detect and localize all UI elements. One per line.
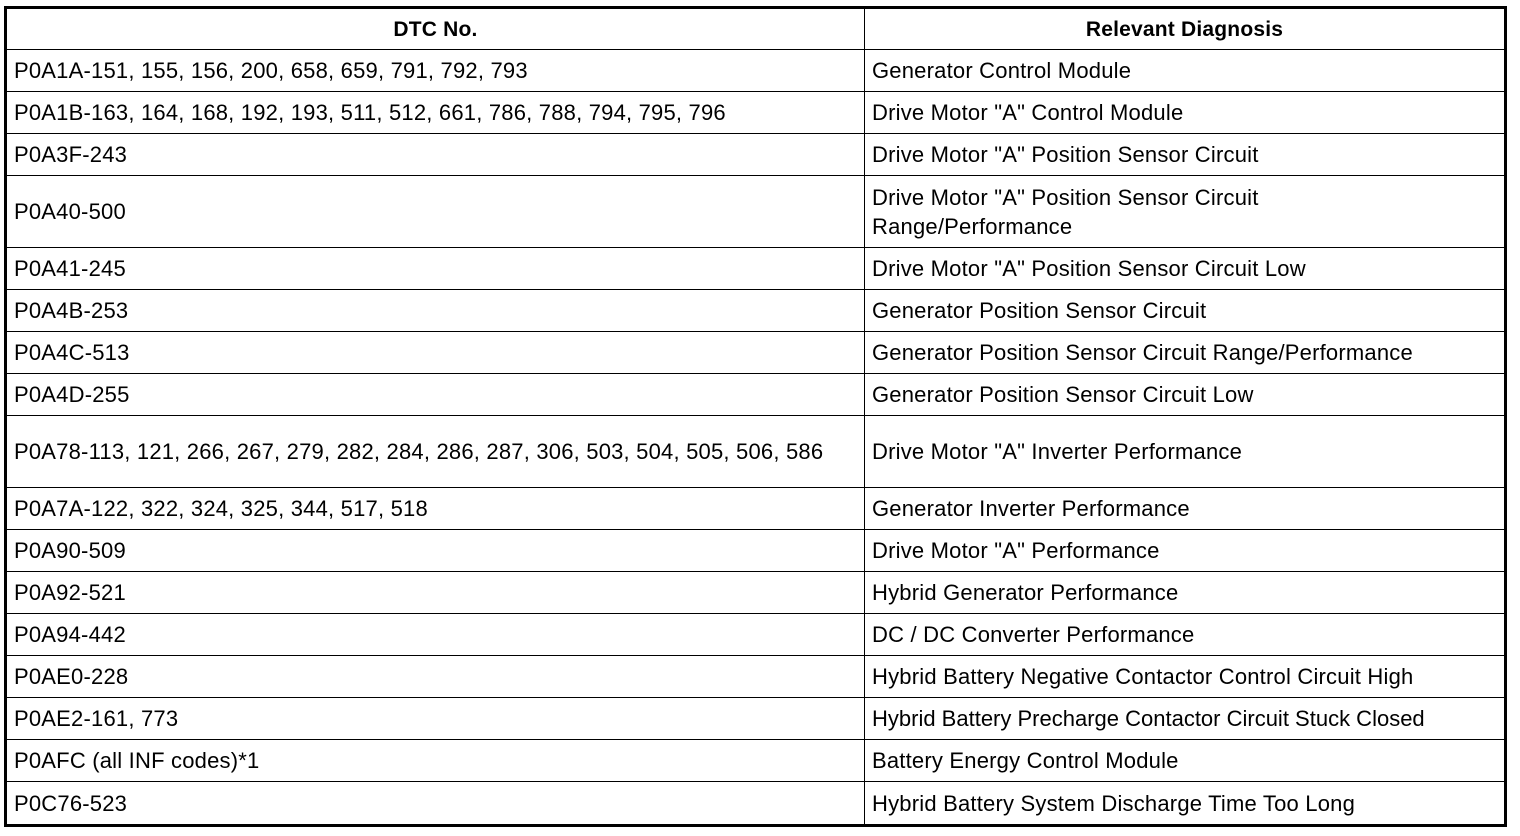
diagnosis-cell: Hybrid Battery Negative Contactor Control Circuit High	[872, 664, 1414, 689]
table-row	[7, 740, 1504, 782]
table-row	[7, 248, 1504, 290]
table-row	[7, 50, 1504, 92]
dtc-cell: P0AFC (all INF codes)*1	[7, 740, 865, 781]
diagnosis-cell: Generator Position Sensor Circuit Low	[872, 382, 1254, 407]
dtc-table	[4, 6, 1507, 827]
table-row	[7, 176, 1504, 248]
dtc-cell: P0A1A-151, 155, 156, 200, 658, 659, 791, 792, 793	[7, 50, 865, 91]
table-row	[7, 488, 1504, 530]
dtc-cell: P0C76-523	[7, 782, 865, 824]
dtc-cell: P0AE2-161, 773	[7, 698, 865, 739]
header-relevant-diagnosis: Relevant Diagnosis	[1085, 17, 1284, 41]
table-row	[7, 416, 1504, 488]
diagnosis-cell: Generator Control Module	[872, 58, 1132, 83]
diagnosis-cell: Drive Motor "A" Inverter Performance	[872, 439, 1243, 464]
diagnosis-cell: Hybrid Generator Performance	[872, 580, 1179, 605]
diagnosis-cell: Generator Position Sensor Circuit	[872, 298, 1207, 323]
dtc-cell: P0A94-442	[7, 614, 865, 655]
table-row	[7, 530, 1504, 572]
dtc-cell: P0A40-500	[7, 176, 865, 247]
table-row	[7, 698, 1504, 740]
diagnosis-cell: Hybrid Battery System Discharge Time Too Long	[872, 790, 1356, 816]
dtc-cell: P0AE0-228	[7, 656, 865, 697]
table-row	[7, 782, 1504, 824]
dtc-cell: P0A92-521	[7, 572, 865, 613]
table-row	[7, 656, 1504, 698]
dtc-cell: P0A3F-243	[7, 134, 865, 175]
dtc-cell: P0A90-509	[7, 530, 865, 571]
dtc-cell: P0A1B-163, 164, 168, 192, 193, 511, 512, 661, 786, 788, 794, 795, 796	[7, 92, 865, 133]
diagnosis-cell: Hybrid Battery Precharge Contactor Circuit Stuck Closed	[872, 706, 1425, 731]
table-header-row	[7, 9, 1504, 50]
diagnosis-cell: Drive Motor "A" Position Sensor Circuit Range/Performance	[872, 184, 1259, 239]
dtc-cell: P0A4C-513	[7, 332, 865, 373]
diagnosis-cell: Drive Motor "A" Position Sensor Circuit	[872, 142, 1259, 167]
diagnosis-cell: Drive Motor "A" Position Sensor Circuit Low	[872, 256, 1306, 281]
dtc-cell: P0A41-245	[7, 248, 865, 289]
dtc-cell: P0A7A-122, 322, 324, 325, 344, 517, 518	[7, 488, 865, 529]
table-row	[7, 290, 1504, 332]
diagnosis-cell: Drive Motor "A" Control Module	[872, 100, 1184, 125]
diagnosis-cell: Drive Motor "A" Performance	[872, 538, 1160, 563]
table-row	[7, 92, 1504, 134]
table-row	[7, 374, 1504, 416]
diagnosis-cell: Generator Inverter Performance	[872, 496, 1190, 521]
diagnosis-cell: Generator Position Sensor Circuit Range/Performance	[872, 340, 1413, 365]
header-dtc-no: DTC No.	[7, 9, 865, 49]
dtc-cell: P0A4D-255	[7, 374, 865, 415]
diagnosis-cell: Battery Energy Control Module	[872, 748, 1179, 773]
dtc-cell: P0A4B-253	[7, 290, 865, 331]
table-row	[7, 572, 1504, 614]
table-row	[7, 134, 1504, 176]
diagnosis-cell: DC / DC Converter Performance	[872, 622, 1195, 647]
dtc-cell: P0A78-113, 121, 266, 267, 279, 282, 284, 286, 287, 306, 503, 504, 505, 506, 586	[7, 416, 865, 487]
table-row	[7, 332, 1504, 374]
table-row	[7, 614, 1504, 656]
